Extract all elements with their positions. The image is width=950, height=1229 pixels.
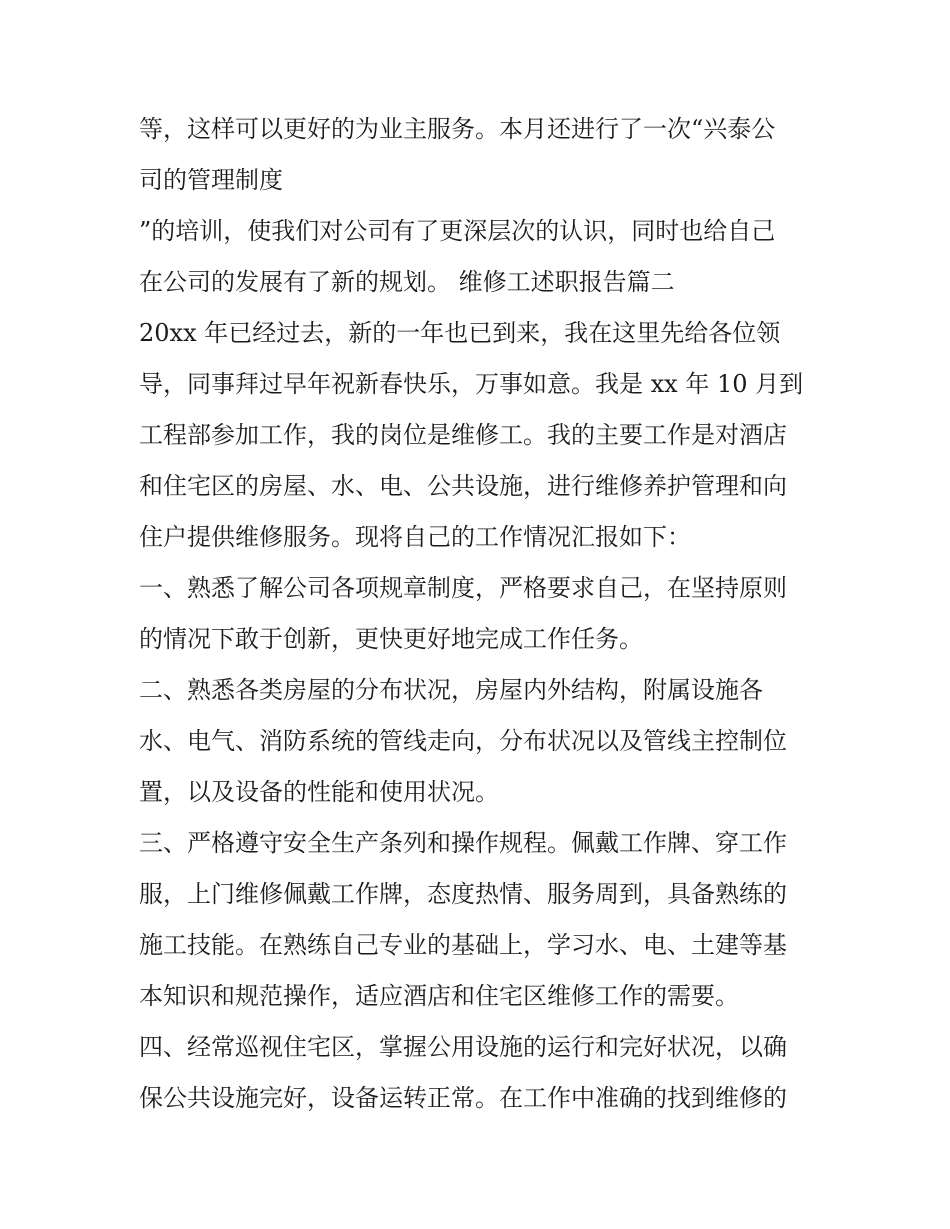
text-line: 和住宅区的房屋、水、电、公共设施，进行维修养护管理和向: [139, 472, 787, 500]
text-line: 服，上门维修佩戴工作牌，态度热情、服务周到，具备熟练的: [139, 880, 787, 908]
text-line: 一、熟悉了解公司各项规章制度，严格要求自己，在坚持原则: [139, 574, 787, 602]
text-line: 工程部参加工作，我的岗位是维修工。我的主要工作是对酒店: [139, 421, 787, 449]
text-line: 施工技能。在熟练自己专业的基础上，学习水、电、土建等基: [139, 931, 787, 959]
text-line: 在公司的发展有了新的规划。 维修工述职报告篇二: [139, 268, 675, 296]
text-line: 的情况下敢于创新，更快更好地完成工作任务。: [139, 625, 643, 653]
text-line: ”的培训，使我们对公司有了更深层次的认识，同时也给自己: [139, 217, 776, 245]
text-line: 住户提供维修服务。现将自己的工作情况汇报如下：: [139, 523, 691, 551]
text-line: 二、熟悉各类房屋的分布状况，房屋内外结构，附属设施各: [139, 676, 763, 704]
text-line: 20xx 年已经过去，新的一年也已到来，我在这里先给各位领: [139, 319, 781, 347]
text-line: 三、严格遵守安全生产条列和操作规程。佩戴工作牌、穿工作: [139, 829, 787, 857]
text-line: 四、经常巡视住宅区，掌握公用设施的运行和完好状况，以确: [139, 1033, 787, 1061]
text-line: 导，同事拜过早年祝新春快乐，万事如意。我是 xx 年 10 月到: [139, 370, 804, 398]
text-line: 置，以及设备的性能和使用状况。: [139, 778, 499, 806]
text-line: 等，这样可以更好的为业主服务。本月还进行了一次“兴泰公: [139, 115, 776, 143]
document-body: [139, 104, 819, 1124]
text-line: 司的管理制度: [139, 166, 283, 194]
text-line: 保公共设施完好，设备运转正常。在工作中准确的找到维修的: [139, 1084, 787, 1112]
text-line: 水、电气、消防系统的管线走向，分布状况以及管线主控制位: [139, 727, 787, 755]
text-line: 本知识和规范操作，适应酒店和住宅区维修工作的需要。: [139, 982, 739, 1010]
